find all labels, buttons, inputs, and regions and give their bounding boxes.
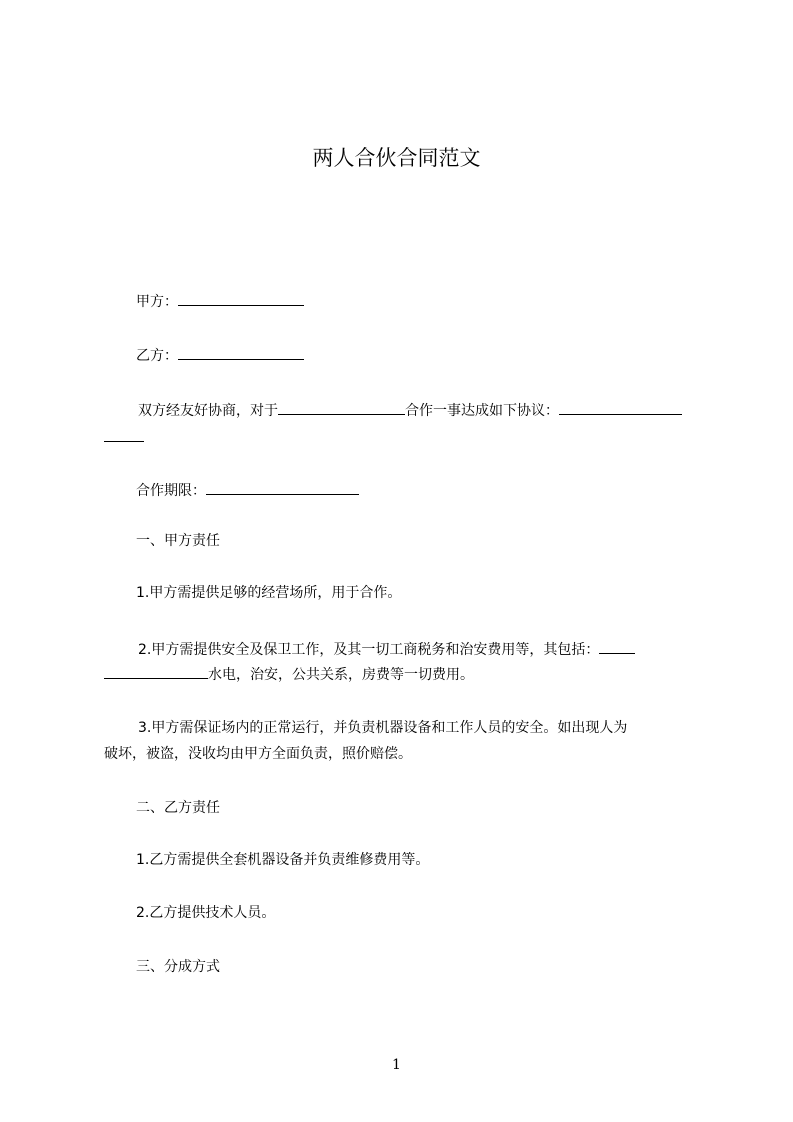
party-b-blank bbox=[178, 346, 304, 360]
term-line bbox=[136, 481, 359, 500]
page-number: 1 bbox=[392, 1057, 401, 1073]
party-a-label: 甲方： bbox=[136, 294, 178, 310]
term-blank bbox=[206, 481, 359, 495]
clause-a2-line-2 bbox=[104, 665, 474, 684]
clause-a2-prefix: 2.甲方需提供安全及保卫工作，及其一切工商税务和治安费用等，其包括： bbox=[138, 642, 600, 658]
party-b-label: 乙方： bbox=[136, 348, 178, 364]
intro-prefix: 双方经友好协商，对于 bbox=[138, 403, 278, 419]
intro-middle: 合作一事达成如下协议： bbox=[405, 403, 559, 419]
section-heading-party-b: 二、乙方责任 bbox=[136, 800, 220, 816]
intro-agreement-blank bbox=[559, 401, 682, 415]
clause-a1: 1.甲方需提供足够的经营场所，用于合作。 bbox=[136, 585, 402, 601]
clause-a3-line-1: 3.甲方需保证场内的正常运行，并负责机器设备和工作人员的安全。如出现人为 bbox=[138, 720, 628, 736]
document-title: 两人合伙合同范文 bbox=[312, 146, 481, 170]
intro-line-1 bbox=[138, 401, 682, 420]
intro-subject-blank bbox=[278, 401, 405, 415]
term-label: 合作期限： bbox=[136, 483, 206, 499]
section-heading-revenue-split: 三、分成方式 bbox=[136, 959, 220, 975]
clause-a2-blank bbox=[599, 640, 635, 654]
clause-b1: 1.乙方需提供全套机器设备并负责维修费用等。 bbox=[136, 852, 430, 868]
clause-b2: 2.乙方提供技术人员。 bbox=[136, 905, 276, 921]
clause-a3-line-2: 破坏，被盗，没收均由甲方全面负责，照价赔偿。 bbox=[104, 746, 412, 762]
clause-a2-suffix: 水电，治安，公共关系，房费等一切费用。 bbox=[208, 667, 474, 683]
intro-agreement-blank-cont bbox=[104, 428, 144, 442]
clause-a2-blank-cont bbox=[104, 665, 208, 679]
clause-a2-line-1 bbox=[138, 640, 635, 659]
intro-line-2 bbox=[104, 428, 144, 447]
party-a-blank bbox=[178, 292, 304, 306]
party-b-line bbox=[136, 346, 304, 365]
section-heading-party-a: 一、甲方责任 bbox=[136, 533, 220, 549]
party-a-line bbox=[136, 292, 304, 311]
